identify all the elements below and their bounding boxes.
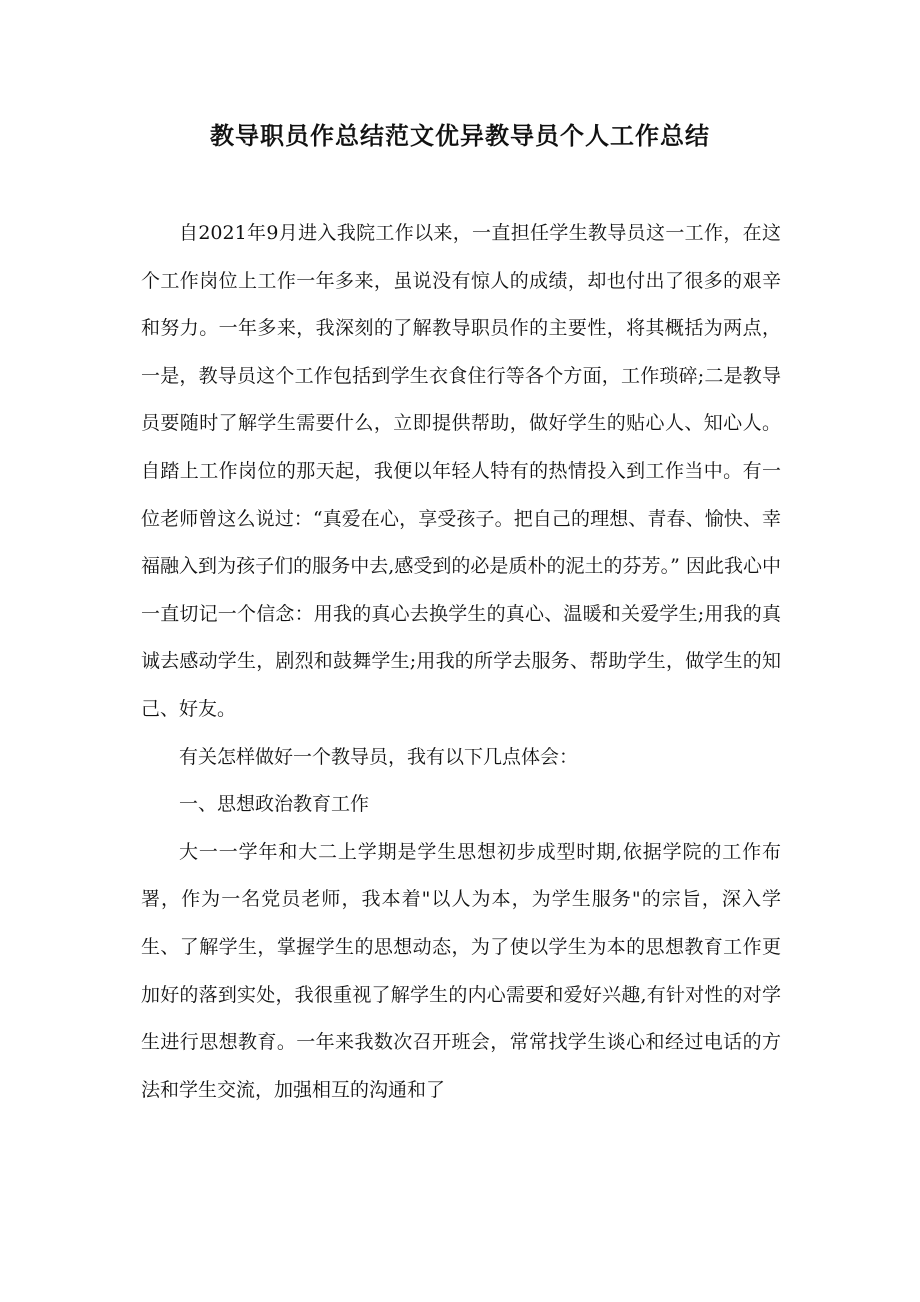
paragraph-experience-lead: 有关怎样做好一个教导员，我有以下几点体会： [179, 745, 579, 768]
document-body [141, 210, 781, 1114]
document-title: 教导职员作总结范文优异教导员个人工作总结 [210, 121, 710, 150]
paragraph-ideological-education: 大一一学年和大二上学期是学生思想初步成型时期,依据学院的工作布署，作为一名党员老师，我本着"以人为本，为学生服务"的宗旨，深入学生、了解学生，掌握学生的思想动态，为了使以学生为本的思想教育工作更加好的落到实处，我很重视了解学生的内心需要和爱好兴趣,有针对性的对学生进行思想教育。一年来我数次召开班会，常常找学生谈心和经过电话的方法和学生交流，加强相互的沟通和了 [141, 840, 781, 1101]
paragraph-intro: 自2021年9月进入我院工作以来，一直担任学生教导员这一工作，在这个工作岗位上工作一年多来，虽说没有惊人的成绩，却也付出了很多的艰辛和努力。一年多来，我深刻的了解教导职员作的主要性，将其概括为两点，一是，教导员这个工作包括到学生衣食住行等各个方面，工作琐碎;二是教导员要随时了解学生需要什么，立即提供帮助，做好学生的贴心人、知心人。自踏上工作岗位的那天起，我便以年轻人特有的热情投入到工作当中。有一位老师曾这么说过：“真爱在心，享受孩子。把自己的理想、青春、愉快、幸福融入到为孩子们的服务中去,感受到的必是质朴的泥土的芬芳。” 因此我心中一直切记一个信念：用我的真心去换学生的真心、温暖和关爱学生;用我的真诚去感动学生，剧烈和鼓舞学生;用我的所学去服务、帮助学生，做学生的知己、好友。 [141, 222, 781, 720]
section-heading-ideological-education: 一、思想政治教育工作 [179, 793, 370, 816]
